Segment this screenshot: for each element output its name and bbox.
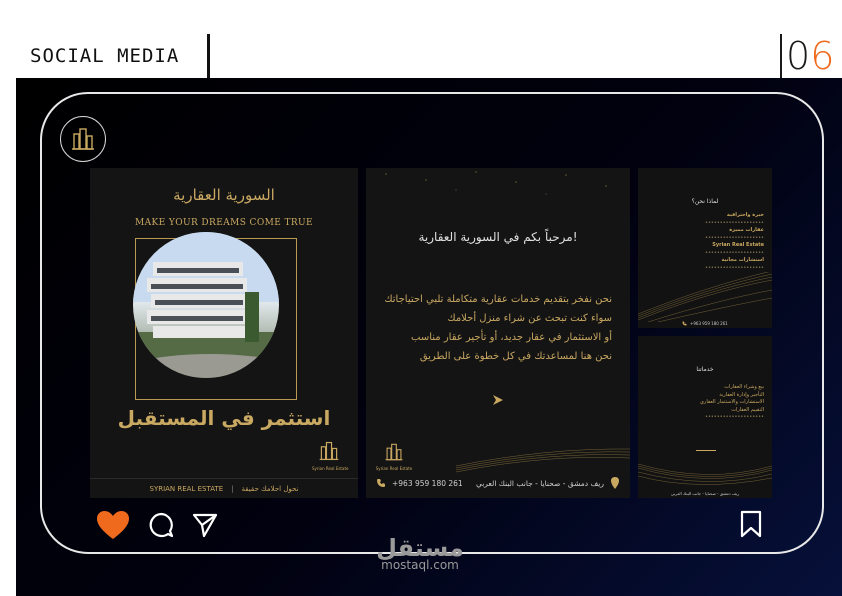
post4-item: الاستشارات والاستثمار العقاري [699,399,764,405]
post3-item: Syrian Real Estate [712,242,764,248]
post2-greeting: مرحباً بكم في السورية العقارية! [418,230,578,244]
post3-item-text: •••••••••••••••••••• [705,249,764,256]
post2-body-line: أو الاستثمار في عقار جديد، أو تأجير عقار مناسب [411,332,612,343]
section-tag [16,34,210,78]
section-tag-label: SOCIAL MEDIA [30,45,180,67]
building-photo [133,232,279,378]
post2-body [382,290,612,366]
watermark-arabic: مستقل [376,534,464,562]
post3-phone-row [682,321,728,326]
post3-title: لماذا نحن؟ [691,198,719,205]
post1-tagline: MAKE YOUR DREAMS COME TRUE [135,218,313,228]
profile-avatar[interactable] [60,116,106,162]
post1-title: السورية العقارية [173,186,275,204]
phone-icon [682,321,687,326]
building-logo-icon [69,125,97,153]
section-number [780,34,834,78]
share-icon[interactable] [192,512,218,538]
post-services[interactable] [638,336,772,498]
post-invest[interactable] [90,168,358,498]
post2-logo-text: Syrian Real Estate [375,466,413,471]
post-why-us[interactable] [638,168,772,328]
post3-phone: +963 959 180 261 [690,321,728,326]
gold-dust-decoration [366,168,630,208]
post3-list [646,212,764,272]
gold-wave-lines [638,448,772,488]
building-logo-icon [317,440,341,462]
post4-item: بيع وشراء العقارات [724,384,764,390]
post2-body-line: سواء كنت تبحث عن شراء منزل أحلامك [447,313,612,324]
post-actions [96,510,218,540]
post4-list [646,384,764,422]
post2-logo [374,442,414,471]
post1-logo-text: Syrian Real Estate [312,466,349,471]
post2-address: ريف دمشق - صحنايا - جانب البنك العربي [475,478,604,488]
post3-item-text: •••••••••••••••••••• [705,264,764,271]
gold-wave-lines [638,272,772,322]
post4-address: ريف دمشق - صحنايا - جانب البنك العربي [670,491,740,496]
post2-phone-row [376,478,463,488]
post1-headline: استثمر في المستقبل [117,406,331,430]
phone-icon [376,478,386,488]
post3-item-text: •••••••••••••••••••• [705,219,764,226]
heart-icon[interactable] [96,510,130,540]
post2-phone: +963 959 180 261 [392,478,463,488]
mostaql-watermark [360,534,480,572]
post1-logo [312,440,349,474]
post1-footer-divider: | [231,484,234,493]
post-welcome[interactable] [366,168,630,498]
location-pin-icon [610,477,620,489]
post2-footer [366,468,630,498]
post2-body-line: نحن هنا لمساعدتك في كل خطوة على الطريق [419,351,612,362]
post4-item: التقييم العقارات [731,406,764,413]
section-number-zero: 0 [786,34,811,78]
post3-item: عقارات مميزة [729,227,764,233]
arrow-emblem-icon [490,392,506,408]
post4-item-text: •••••••••••••••••••• [705,414,764,420]
post4-item: التأجير وإدارة العقارية [719,391,764,398]
post1-footer-slogan: نحول احلامك حقيقة [241,484,299,493]
post2-body-line: نحن نفخر بتقديم خدمات عقارية متكاملة تلبي احتياجاتك [384,294,612,305]
post3-item: خبرة واحترافية [726,212,764,218]
building-logo-icon [383,442,405,462]
watermark-latin: mostaql.com [381,558,459,572]
section-number-six: 6 [810,34,835,78]
post1-footer-brand: SYRIAN REAL ESTATE [149,484,224,493]
bookmark-icon[interactable] [740,510,762,538]
post3-item: استشارات مجانية [721,257,764,263]
comment-icon[interactable] [148,512,174,538]
post2-address-row [476,477,620,489]
post3-item-text: •••••••••••••••••••• [705,234,764,241]
post1-footer [90,478,358,498]
post4-title: خدماتنا [696,366,714,373]
